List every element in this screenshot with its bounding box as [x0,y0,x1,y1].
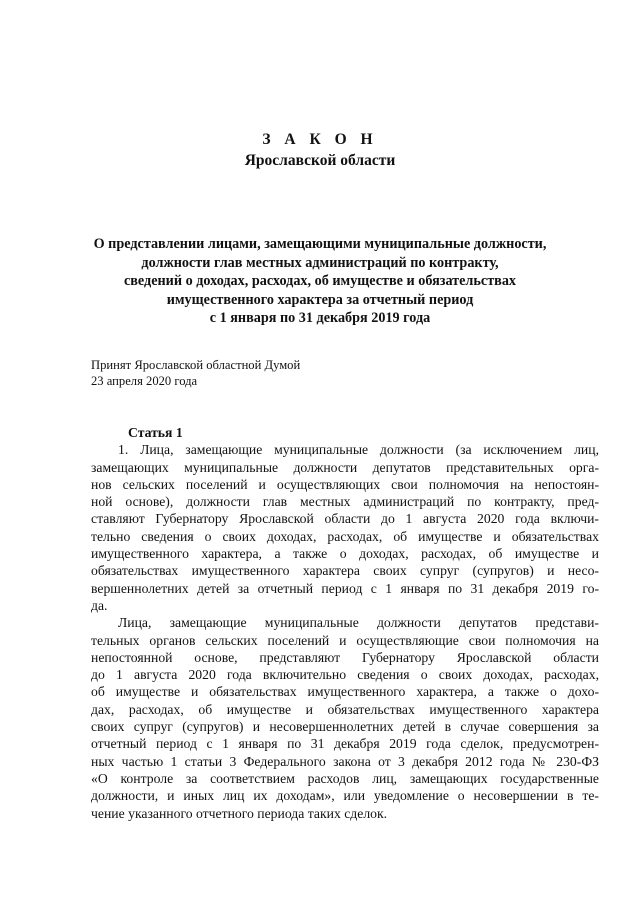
text-line: «О контроле за соответствием расходов лиц, замещающих государственные [91,770,599,786]
region-heading: Ярославской области [244,152,396,169]
adoption-note [91,358,300,389]
text-line: тельных органов сельских поселений и осуществляющие свои полномочия на [91,632,599,648]
law-subject [80,235,560,328]
text-line: 1. Лица, замещающие муниципальные должности (за исключением лиц, [118,442,599,458]
adoption-date: 23 апреля 2020 года [91,373,198,388]
article-paragraph-2 [91,614,599,822]
text-line: обязательствах имущественного характера своих супруг (супругов) и несо- [91,563,599,579]
document-title [0,130,640,172]
subject-line: с 1 января по 31 декабря 2019 года [209,310,431,326]
article-heading: Статья 1 [128,425,183,440]
text-line: имущественного характера, а также о доходах, расходах, об имуществе и [91,546,599,562]
text-line: Лица, замещающие муниципальные должности депутатов представи- [118,615,599,631]
law-heading: З А К О Н [262,131,378,148]
text-line: ной основе), должности глав местных администраций по контракту, пред- [91,494,599,510]
text-line: ставляют Губернатору Ярославской области до 1 августа 2020 года включи- [91,511,599,527]
subject-line: должности глав местных администраций по контракту, [141,254,499,271]
subject-line: О представлении лицами, замещающими муниципальные должности, [93,236,547,252]
subject-line: сведений о доходах, расходах, об имуществе и обязательствах [123,273,517,289]
text-line: отчетный период с 1 января по 31 декабря 2019 года сделок, предусмотрен- [91,736,599,752]
text-line: непостоянной основе, представляют Губернатору Ярославской области [91,649,599,665]
text-line: чение указанного отчетного периода таких сделок. [91,805,388,821]
text-line: дах, расходах, об имуществе и обязательствах имущественного характера [91,701,599,717]
text-line: да. [91,597,108,613]
text-line: до 1 августа 2020 года включительно сведения о своих доходах, расходах, [91,667,599,683]
subject-line: имущественного характера за отчетный период [166,291,474,308]
text-line: тельно сведения о своих доходах, расходах, об имуществе и обязательствах [91,528,599,544]
article-1 [91,424,599,822]
text-line: своих супруг (супругов) и несовершеннолетних детей в случае совершения за [91,719,599,735]
text-line: вершеннолетних детей за отчетный период с 1 января по 31 декабря 2019 го- [91,580,599,596]
text-line: об имуществе и обязательствах имущественного характера, а также о дохо- [91,684,599,700]
text-line: ных частью 1 статьи 3 Федерального закона от 3 декабря 2012 года № 230-ФЗ [91,753,599,769]
adoption-body: Принят Ярославской областной Думой [91,358,301,372]
text-line: должности, и иных лиц их доходам», или уведомление о несовершении в те- [91,788,599,804]
article-paragraph-1 [91,441,599,614]
text-line: замещающих муниципальные должности депутатов представительных орга- [91,459,599,475]
text-line: нов сельских поселений и осуществляющих свои полномочия на непостоян- [91,476,599,492]
